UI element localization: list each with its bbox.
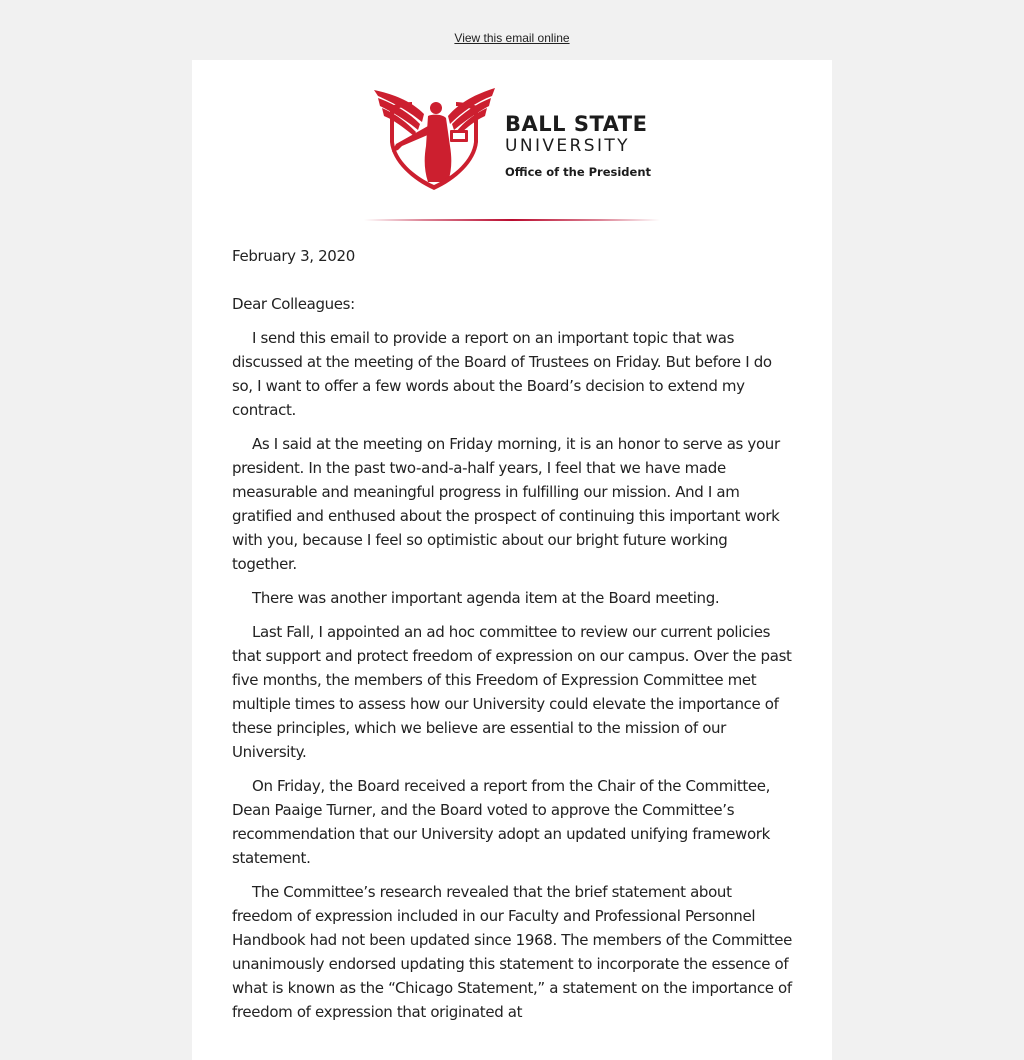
header-divider: [364, 219, 660, 221]
logo-university-name: BALL STATE: [505, 112, 648, 136]
ball-state-logo: [372, 86, 657, 196]
logo-university-subtitle: UNIVERSITY: [505, 136, 630, 156]
letter-content: [232, 244, 796, 1034]
logo-wordmark: [505, 112, 651, 180]
letter-paragraph: I send this email to provide a report on an important topic that was discussed at the meeting of the Board of Trustees on Friday. But before I do so, I want to offer a few words about the Board’s decision to extend my contract.: [232, 329, 772, 419]
letter-paragraph: On Friday, the Board received a report from the Chair of the Committee, Dean Paaige Turner, and the Board voted to approve the Committee’s recommendation that our University adopt an updated unifying framework statement.: [232, 777, 771, 867]
view-email-online-link[interactable]: View this email online: [454, 31, 570, 45]
ball-state-emblem-icon: [372, 86, 497, 190]
letter-paragraph: Last Fall, I appointed an ad hoc committee to review our current policies that support and protect freedom of expression on our campus. Over the past five months, the members of this Freedom of Expression Committee met multiple times to assess how our University could elevate the importance of these principles, which we believe are essential to the mission of our University.: [232, 623, 792, 761]
letter-paragraph: The Committee’s research revealed that the brief statement about freedom of expression included in our Faculty and Professional Personnel Handbook had not been updated since 1968. The members of the Committee unanimously endorsed updating this statement to incorporate the essence of what is known as the “Chicago Statement,” a statement on the importance of freedom of expression that originated at: [232, 883, 792, 1021]
letter-paragraph: There was another important agenda item at the Board meeting.: [252, 589, 720, 607]
email-body-card: [192, 60, 832, 1060]
letter-salutation: Dear Colleagues:: [232, 295, 355, 313]
letter-date: February 3, 2020: [232, 247, 355, 265]
letter-paragraph: As I said at the meeting on Friday morning, it is an honor to serve as your president. In the past two-and-a-half years, I feel that we have made measurable and meaningful progress in fulfilling our mission. And I am gratified and enthused about the prospect of continuing this important work with you, because I feel so optimistic about our bright future working together.: [232, 435, 780, 573]
logo-office-name: Office of the President: [505, 165, 652, 179]
pre-header: [0, 0, 1024, 60]
